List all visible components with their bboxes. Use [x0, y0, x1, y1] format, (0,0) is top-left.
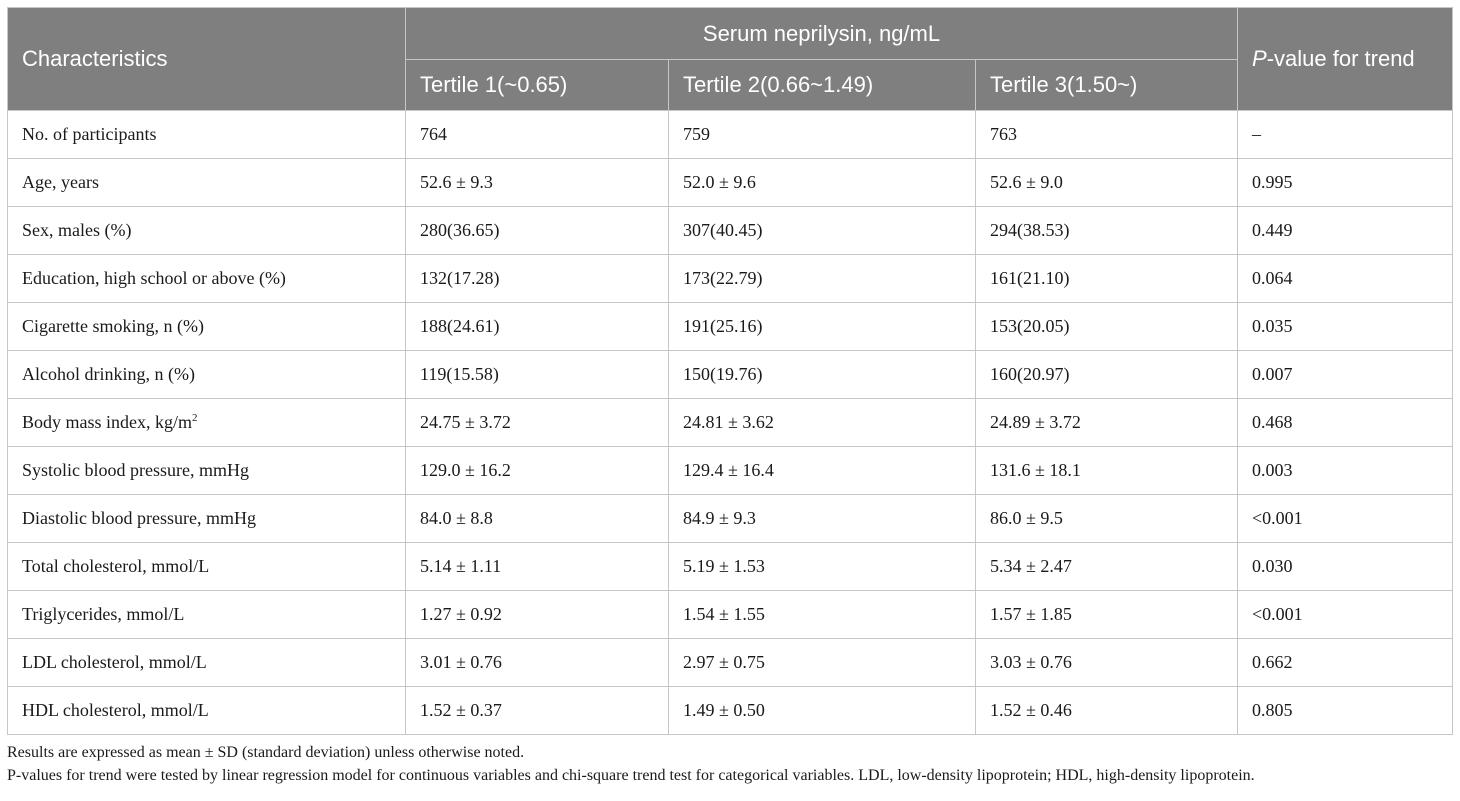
tertile-2-value: 1.54 ± 1.55 [669, 591, 976, 639]
tertile-3-value: 153(20.05) [976, 303, 1238, 351]
characteristics-table [7, 7, 1453, 735]
table-row [8, 303, 1453, 351]
tertile-3-value: 160(20.97) [976, 351, 1238, 399]
header-characteristics: Characteristics [8, 8, 406, 111]
tertile-3-value: 3.03 ± 0.76 [976, 639, 1238, 687]
tertile-1-value: 764 [406, 111, 669, 159]
tertile-2-value: 2.97 ± 0.75 [669, 639, 976, 687]
header-tertile-1: Tertile 1(~0.65) [406, 60, 669, 111]
tertile-3-value: 161(21.10) [976, 255, 1238, 303]
row-label: Systolic blood pressure, mmHg [8, 447, 406, 495]
tertile-2-value: 84.9 ± 9.3 [669, 495, 976, 543]
table-row [8, 255, 1453, 303]
p-value: 0.030 [1238, 543, 1453, 591]
row-label: Cigarette smoking, n (%) [8, 303, 406, 351]
p-value: 0.064 [1238, 255, 1453, 303]
header-serum-neprilysin: Serum neprilysin, ng/mL [406, 8, 1238, 60]
tertile-1-value: 52.6 ± 9.3 [406, 159, 669, 207]
footnote-line-2: P-values for trend were tested by linear regression model for continuous variables and chi-square trend test for categorical variables. LDL, low-density lipoprotein; HDL, high-density lipoprotein. [7, 767, 1255, 784]
tertile-2-value: 129.4 ± 16.4 [669, 447, 976, 495]
row-label: Diastolic blood pressure, mmHg [8, 495, 406, 543]
p-value: 0.449 [1238, 207, 1453, 255]
table-row [8, 639, 1453, 687]
tertile-2-value: 24.81 ± 3.62 [669, 399, 976, 447]
p-value: – [1238, 111, 1453, 159]
p-value: 0.035 [1238, 303, 1453, 351]
table-row [8, 687, 1453, 735]
tertile-1-value: 3.01 ± 0.76 [406, 639, 669, 687]
row-label: Triglycerides, mmol/L [8, 591, 406, 639]
p-value: 0.805 [1238, 687, 1453, 735]
tertile-1-value: 24.75 ± 3.72 [406, 399, 669, 447]
tertile-2-value: 150(19.76) [669, 351, 976, 399]
row-label-text: Body mass index, kg/m [22, 412, 192, 432]
tertile-3-value: 52.6 ± 9.0 [976, 159, 1238, 207]
table-row [8, 543, 1453, 591]
tertile-2-value: 52.0 ± 9.6 [669, 159, 976, 207]
tertile-2-value: 5.19 ± 1.53 [669, 543, 976, 591]
row-label: HDL cholesterol, mmol/L [8, 687, 406, 735]
tertile-1-value: 1.52 ± 0.37 [406, 687, 669, 735]
tertile-1-value: 188(24.61) [406, 303, 669, 351]
tertile-1-value: 84.0 ± 8.8 [406, 495, 669, 543]
tertile-2-value: 173(22.79) [669, 255, 976, 303]
tertile-2-value: 759 [669, 111, 976, 159]
table-row [8, 447, 1453, 495]
table-row [8, 495, 1453, 543]
p-value: <0.001 [1238, 495, 1453, 543]
header-p-value [1238, 8, 1453, 111]
table-row [8, 111, 1453, 159]
row-label: Alcohol drinking, n (%) [8, 351, 406, 399]
row-label: Sex, males (%) [8, 207, 406, 255]
row-label: Age, years [8, 159, 406, 207]
header-p-rest: -value for trend [1266, 46, 1415, 71]
tertile-1-value: 1.27 ± 0.92 [406, 591, 669, 639]
tertile-3-value: 131.6 ± 18.1 [976, 447, 1238, 495]
table-footnotes [7, 741, 1452, 787]
header-p-italic: P [1252, 46, 1267, 71]
tertile-1-value: 280(36.65) [406, 207, 669, 255]
row-label [8, 399, 406, 447]
table-row [8, 207, 1453, 255]
tertile-3-value: 24.89 ± 3.72 [976, 399, 1238, 447]
row-label: Total cholesterol, mmol/L [8, 543, 406, 591]
tertile-3-value: 5.34 ± 2.47 [976, 543, 1238, 591]
p-value: 0.468 [1238, 399, 1453, 447]
tertile-3-value: 294(38.53) [976, 207, 1238, 255]
table-row [8, 591, 1453, 639]
row-label: LDL cholesterol, mmol/L [8, 639, 406, 687]
tertile-1-value: 129.0 ± 16.2 [406, 447, 669, 495]
header-tertile-3: Tertile 3(1.50~) [976, 60, 1238, 111]
tertile-3-value: 86.0 ± 9.5 [976, 495, 1238, 543]
tertile-3-value: 1.57 ± 1.85 [976, 591, 1238, 639]
table-body [8, 111, 1453, 735]
tertile-1-value: 119(15.58) [406, 351, 669, 399]
table-row [8, 351, 1453, 399]
tertile-2-value: 1.49 ± 0.50 [669, 687, 976, 735]
tertile-1-value: 132(17.28) [406, 255, 669, 303]
p-value: 0.007 [1238, 351, 1453, 399]
p-value: 0.662 [1238, 639, 1453, 687]
table-row [8, 159, 1453, 207]
footnote-line-1: Results are expressed as mean ± SD (standard deviation) unless otherwise noted. [7, 744, 525, 761]
row-label: Education, high school or above (%) [8, 255, 406, 303]
p-value: 0.995 [1238, 159, 1453, 207]
header-tertile-2: Tertile 2(0.66~1.49) [669, 60, 976, 111]
tertile-2-value: 307(40.45) [669, 207, 976, 255]
row-label: No. of participants [8, 111, 406, 159]
tertile-1-value: 5.14 ± 1.11 [406, 543, 669, 591]
table-row [8, 399, 1453, 447]
tertile-3-value: 763 [976, 111, 1238, 159]
p-value: 0.003 [1238, 447, 1453, 495]
superscript-2: 2 [192, 412, 198, 424]
table-figure [7, 7, 1452, 787]
tertile-3-value: 1.52 ± 0.46 [976, 687, 1238, 735]
p-value: <0.001 [1238, 591, 1453, 639]
tertile-2-value: 191(25.16) [669, 303, 976, 351]
